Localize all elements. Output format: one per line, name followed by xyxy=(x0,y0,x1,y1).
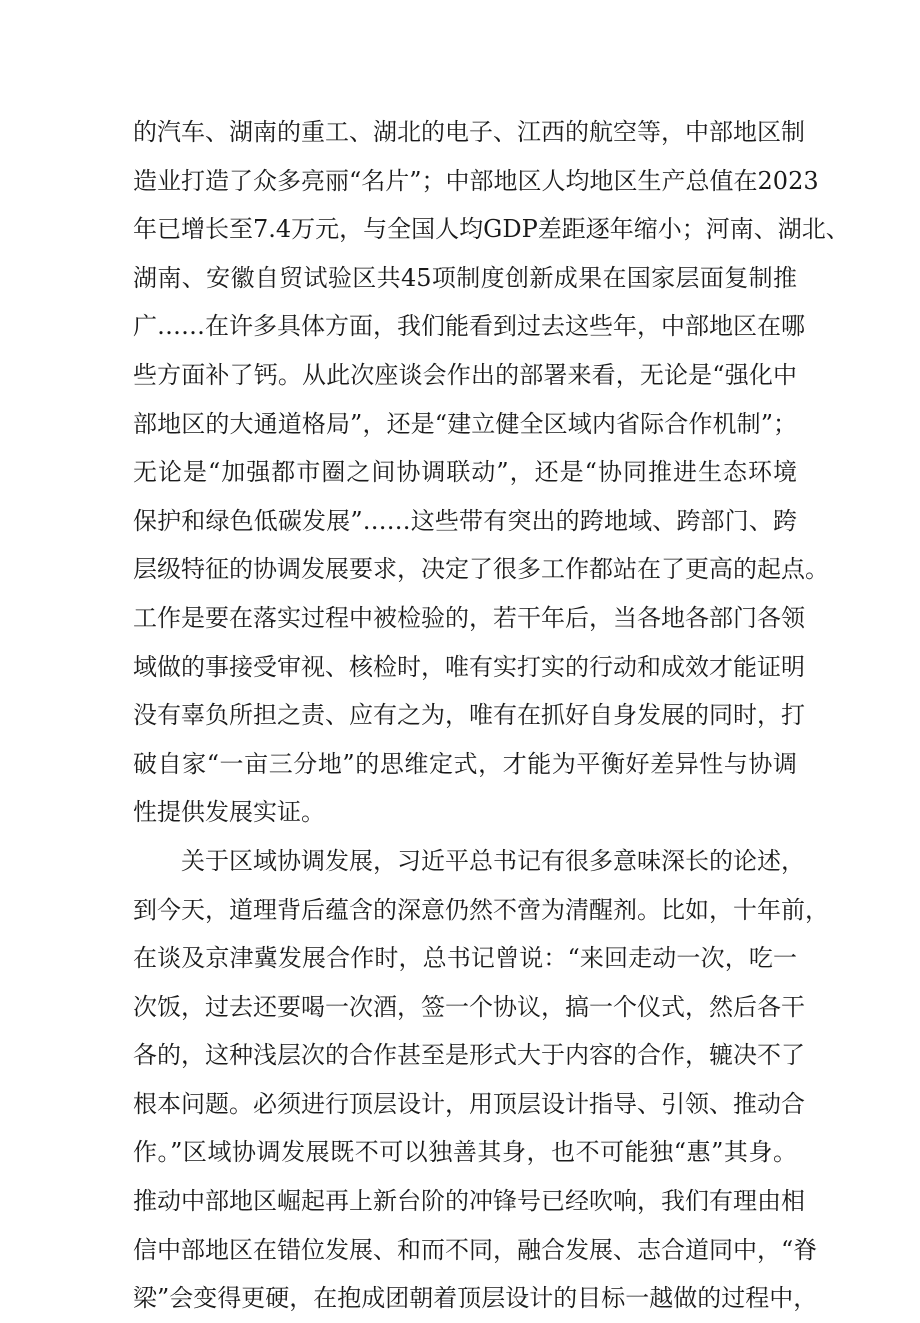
text-line: 造业打造了众多亮丽“名片”；中部地区人均地区生产总值在2023 xyxy=(133,166,819,195)
text-line: 年已增长至7.4万元，与全国人均GDP差距逐年缩小；河南、湖北、 xyxy=(133,215,850,244)
text-line: 各的，这种浅层次的合作甚至是形式大于内容的合作，辘决不了 xyxy=(133,1041,805,1070)
text-line: 无论是“加强都市圈之间协调联动”，还是“协同推进生态环境 xyxy=(133,458,797,487)
text-line: 没有辜负所担之责、应有之为，唯有在抓好自身发展的同时，打 xyxy=(133,701,805,730)
text-line: 层级特征的协调发展要求，决定了很多工作都站在了更高的起点。 xyxy=(133,555,829,584)
text-line: 性提供发展实证。 xyxy=(133,798,325,827)
body-text xyxy=(133,108,850,1323)
text-line: 根本问题。必须进行顶层设计，用顶层设计指导、引领、推动合 xyxy=(133,1089,805,1118)
text-line: 广……在许多具体方面，我们能看到过去这些年，中部地区在哪 xyxy=(133,312,805,341)
text-line: 推动中部地区崛起再上新台阶的冲锋号已经吹响，我们有理由相 xyxy=(133,1187,805,1216)
text-line: 工作是要在落实过程中被检验的，若干年后，当各地各部门各领 xyxy=(133,603,805,632)
text-line: 到今天，道理背后蕴含的深意仍然不啻为清醒剂。比如，十年前， xyxy=(133,895,829,924)
text-line: 关于区域协调发展，习近平总书记有很多意味深长的论述， xyxy=(181,846,805,875)
text-line: 些方面补了钙。从此次座谈会作出的部署来看，无论是“强化中 xyxy=(133,360,797,389)
text-line: 保护和绿色低碳发展”……这些带有突出的跨地域、跨部门、跨 xyxy=(133,506,797,535)
text-line: 湖南、安徽自贸试验区共45项制度创新成果在国家层面复制推 xyxy=(133,263,797,292)
text-line: 的汽车、湖南的重工、湖北的电子、江西的航空等，中部地区制 xyxy=(133,118,805,146)
text-line: 次饭，过去还要喝一次酒，签一个协议，搞一个仪式，然后各干 xyxy=(133,992,805,1021)
text-line: 在谈及京津冀发展合作时，总书记曾说：“来回走动一次，吃一 xyxy=(133,944,797,973)
text-line: 域做的事接受审视、核检时，唯有实打实的行动和成效才能证明 xyxy=(133,652,805,681)
text-line: 信中部地区在错位发展、和而不同，融合发展、志合道同中，“脊 xyxy=(133,1235,818,1264)
text-line: 部地区的大通道格局”，还是“建立健全区域内省际合作机制”； xyxy=(133,409,797,438)
text-line: 作。”区域协调发展既不可以独善其身，也不可能独“惠”其身。 xyxy=(133,1138,797,1167)
text-line: 破自家“一亩三分地”的思维定式，才能为平衡好差异性与协调 xyxy=(133,749,797,778)
text-line: 梁”会变得更硬，在抱成团朝着顶层设计的目标一越做的过程中， xyxy=(133,1284,818,1313)
